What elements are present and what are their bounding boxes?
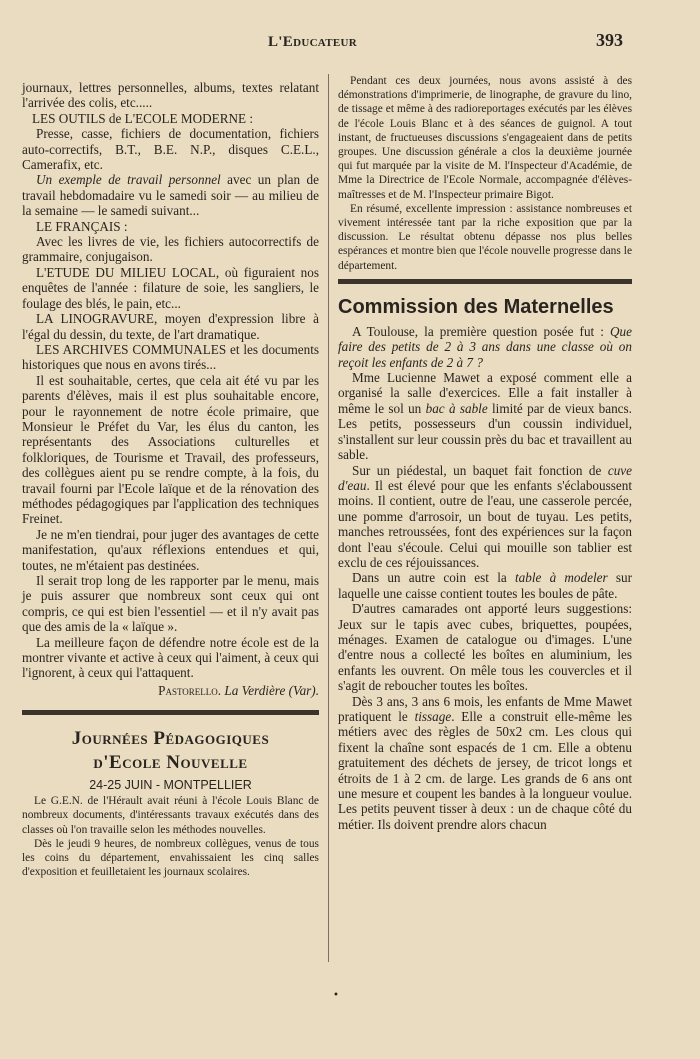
- piedestal-italic: cuve d'eau: [338, 462, 632, 493]
- piedestal-paragraph: [338, 463, 632, 571]
- milieu-paragraph: L'ETUDE DU MILIEU LOCAL, où figuraient nos enquêtes de l'année : filature de soie, les sangliers, le foulage des blés, le pain, etc...: [22, 264, 319, 311]
- commission-title: Commission des Maternelles: [338, 295, 614, 318]
- coin-text-a: Dans un autre coin est la: [352, 570, 515, 586]
- signature: [22, 683, 319, 698]
- mawet-text-a: Mme Lucienne Mawet a exposé comment elle a organisé la salle d'exercices. Elle a fait installer à même le sol un: [338, 370, 632, 416]
- page-mark: •: [333, 990, 339, 1001]
- right-column: [338, 74, 632, 832]
- journees-paragraph-1: Le G.E.N. de l'Hérault avait réuni à l'école Louis Blanc de nombreux documents, d'intéressants travaux exécutés dans des classes où l'on travaille selon les méthodes nouvelles.: [22, 795, 319, 836]
- left-column: [22, 80, 319, 879]
- coin-paragraph: [338, 570, 632, 601]
- tissage-italic: tissage: [414, 709, 452, 724]
- francais-heading: LE FRANÇAIS :: [36, 218, 128, 234]
- commission-intro: [338, 324, 632, 370]
- running-title: L'Educateur: [268, 34, 357, 50]
- exemple-italic: Un exemple de travail personnel: [36, 172, 221, 188]
- tissage-paragraph: [338, 694, 632, 833]
- section-rule-right: [338, 279, 632, 284]
- journees-body: [22, 794, 319, 879]
- coin-italic: table à modeler: [514, 570, 608, 586]
- journees-title: [22, 727, 319, 775]
- column-divider: [328, 74, 329, 962]
- page-header: [0, 30, 700, 54]
- archives-paragraph: LES ARCHIVES COMMUNALES et les documents historiques que nous en avons tirés...: [22, 341, 319, 373]
- page-number: 393: [596, 30, 623, 50]
- commission-body: [338, 324, 632, 832]
- intro-paragraph: journaux, lettres personnelles, albums, textes relatant l'arrivée des colis, etc.....: [22, 80, 319, 111]
- coin-text-b: sur laquelle une caisse contient toutes les boules de pâte.: [338, 570, 632, 601]
- mawet-text-b: limité par de vieux bancs. Les petits, possesseurs d'un coussin individuel, s'installent sur leur coussin près du bac et travaillent au sable.: [338, 400, 632, 463]
- journees-article: [22, 727, 319, 879]
- francais-paragraph: Avec les livres de vie, les fichiers autocorrectifs de grammaire, conjugaison.: [22, 234, 319, 265]
- section-rule: [22, 710, 319, 715]
- meilleure-paragraph: La meilleure façon de défendre notre école est de la montrer vivante et active à ceux qui l'aiment, à ceux qui l'ignorent, à ceux qui l'attaquent.: [22, 634, 319, 681]
- trop-long-paragraph: Il serait trop long de les rapporter par le menu, mais je puis assurer que nombreux sont ceux qui ont compris, ce qui est bien l'essentiel — et il n'y avait pas que des amis de la « laïque ».: [22, 573, 319, 635]
- outils-paragraph: Presse, casse, fichiers de documentation, fichiers auto-correctifs, B.T., B.E. N.P., disques C.E.L., Camerafix, etc.: [22, 126, 319, 173]
- tiendrai-paragraph: Je ne m'en tiendrai, pour juger des avantages de cette manifestation, qu'aux réflexions entendues et qui, toutes, ne m'étaient pas destinées.: [22, 526, 319, 573]
- commission-article: [338, 294, 632, 832]
- commission-question: Que faire des petits de 2 à 3 ans dans une classe où on reçoit les enfants de 2 à 7 ?: [338, 323, 632, 370]
- journees-paragraph-3: Pendant ces deux journées, nous avons assisté à des démonstrations d'imprimerie, de linographe, de gravure du lino, de tissage et même à des radioreportages exécutés par les élèves de l'école Louis Blanc et à des séances de guignol. A tout instant, de fructueuses discussions s'engageaient dans de petits groupes. Une discussion générale a clos la deuxième journée qui fut marquée par la visite de M. l'Inspecteur d'Académie, de Mme la Directrice de l'Ecole Normale, accompagnée d'élèves-maîtresses et de M. l'Inspecteur primaire Bigot.: [338, 75, 632, 201]
- exemple-paragraph: [22, 172, 319, 218]
- mawet-italic: bac à sable: [425, 400, 488, 416]
- commission-intro-text: A Toulouse, la première question posée fut :: [352, 323, 611, 339]
- journees-subtitle: 24-25 JUIN - MONTPELLIER: [89, 778, 252, 793]
- piedestal-text-b: . Il est élevé pour que les enfants s'éclaboussent moins. Il contient, outre de l'eau, une casserole percée, une pomme d'arrosoir, un bout de tuyau. Les petits, manches retroussées, font des expériences sur la façon dont l'eau s'écoule. Celui qui mouille son tablier est exclu de ces réjouissances.: [338, 477, 632, 570]
- tissage-text-a: Dès 3 ans, 3 ans 6 mois, les enfants de Mme Mawet pratiquent le: [338, 693, 632, 724]
- piedestal-text-a: Sur un piédestal, un baquet fait fonction de: [352, 462, 608, 478]
- souhaitable-paragraph: Il est souhaitable, certes, que cela ait été vu par les parents d'élèves, mais il est plus souhaitable encore, pour le rayonnement de notre école primaire, que Monsieur le Préfet du Var, les élus du canton, les représentants des Associations culturelles et folkloriques, de Tourisme et Travail, des professeurs, des collègues aient pu se rendre compte, à la fois, du travail fourni par l'Ecole laïque et de la rénovation des méthodes pédagogiques par l'application des techniques Freinet.: [22, 372, 319, 527]
- signature-name: Pastorello.: [158, 682, 222, 698]
- journees-title-line2: d'Ecole Nouvelle: [93, 752, 248, 774]
- signature-place: La Verdière (Var).: [224, 682, 319, 698]
- tissage-text-b: . Elle a construit elle-même les métiers avec des règles de 50x2 cm. Les clous qui fixent la chaîne sont espacés de 1 cm. Elle a obtenu gratuitement des déchets de jersey, de tricot longs et étroits de 1 à 2 cm. de large. Les grands de 6 ans ont une mesure et coupent les bandes à la longueur voulue. Les petits peuvent tisser à deux : un de chaque côté du métier. Ils doivent prendre alors chacun: [338, 709, 632, 832]
- exemple-text: avec un plan de travail hebdomadaire vu le samedi soir — au milieu de la semaine — le samedi suivant...: [22, 172, 319, 219]
- journees-paragraph-2: Dès le jeudi 9 heures, de nombreux collègues, venus de tous les coins du département, envahissaient les cinq salles d'exposition et feuilletaient les journaux scolaires.: [22, 837, 319, 879]
- mawet-paragraph: [338, 370, 632, 462]
- outils-heading: LES OUTILS de L'ECOLE MODERNE :: [32, 110, 254, 126]
- journees-title-line1: Journées Pédagogiques: [71, 728, 270, 750]
- linogravure-paragraph: LA LINOGRAVURE, moyen d'expression libre à l'égal du dessin, du texte, de l'art dramatique.: [22, 311, 319, 342]
- camarades-paragraph: D'autres camarades ont apporté leurs suggestions: Jeux sur le tapis avec cubes, briquettes, poupées, ménages. Examen de catalogue ou d'images. L'une d'entre nous a collecté les boîtes en aluminium, les enfants les ouvrent. On mêle tous les couvercles et il s'agit de reboucher toutes les boîtes.: [338, 601, 632, 694]
- exposition-article: [22, 80, 319, 698]
- journees-paragraph-4: En résumé, excellente impression : assistance nombreuses et vivement intéressée tant par la riche exposition que par la discussion. Le résultat obtenu dépasse nos plus belles espérances et montre bien que l'école nouvelle progresse dans le département.: [338, 202, 632, 272]
- journees-continued: [338, 74, 632, 273]
